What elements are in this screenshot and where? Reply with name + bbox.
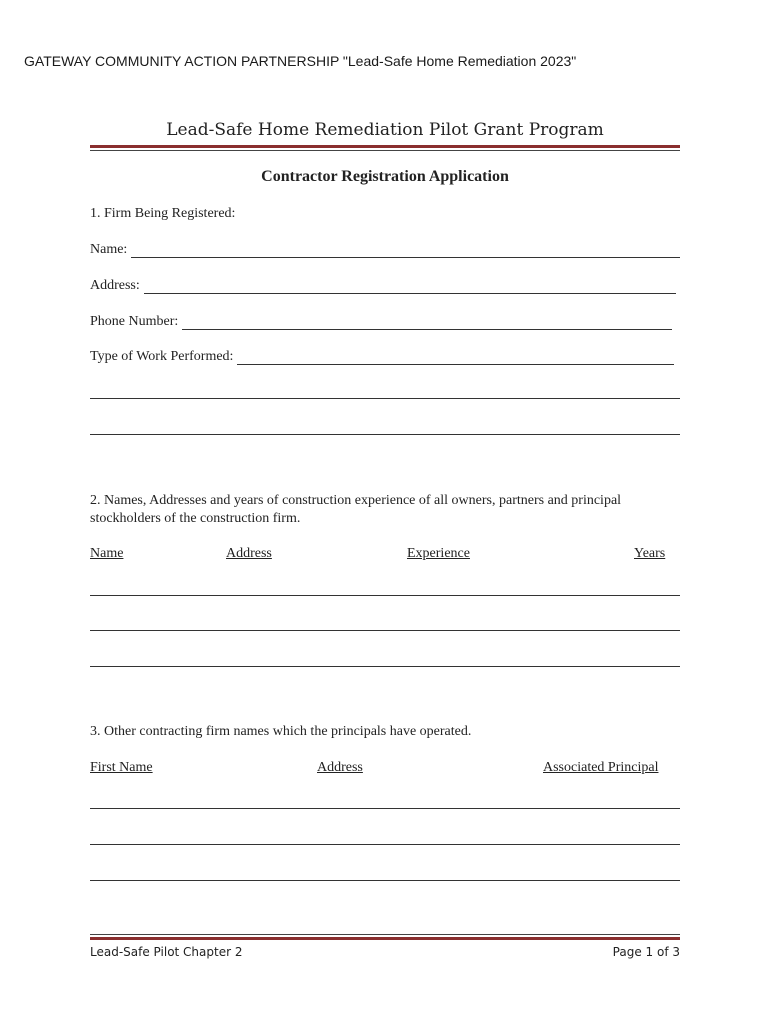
document-subtitle: Contractor Registration Application — [261, 168, 509, 185]
col-first-name: First Name — [90, 760, 153, 775]
address-label: Address: — [90, 278, 140, 293]
work-type-field[interactable] — [90, 349, 674, 365]
phone-label: Phone Number: — [90, 314, 179, 329]
footer-chapter: Lead-Safe Pilot Chapter 2 — [90, 945, 243, 959]
address-field[interactable] — [90, 278, 676, 294]
firm-row-line[interactable] — [90, 880, 680, 881]
title-rule — [90, 145, 680, 148]
col-address: Address — [226, 546, 272, 561]
col-associated-principal: Associated Principal — [543, 760, 659, 775]
firm-row-line[interactable] — [90, 808, 680, 809]
col-years: Years — [634, 546, 666, 561]
footer-page-number: Page 1 of 3 — [612, 945, 680, 959]
owner-row-line[interactable] — [90, 595, 680, 596]
document-title: Lead-Safe Home Remediation Pilot Grant Program — [166, 120, 604, 140]
firm-row-line[interactable] — [90, 844, 680, 845]
section1-heading: 1. Firm Being Registered: — [90, 206, 236, 221]
work-type-label: Type of Work Performed: — [90, 349, 234, 364]
page-header: GATEWAY COMMUNITY ACTION PARTNERSHIP "Lead-Safe Home Remediation 2023" — [24, 53, 577, 69]
col-address: Address — [317, 760, 363, 775]
owner-row-line[interactable] — [90, 630, 680, 631]
phone-input-line[interactable] — [182, 317, 672, 330]
footer-rule-thin — [90, 934, 680, 935]
section3-heading: 3. Other contracting firm names which the principals have operated. — [90, 724, 472, 739]
owner-row-line[interactable] — [90, 666, 680, 667]
name-label: Name: — [90, 242, 128, 257]
col-name: Name — [90, 546, 124, 561]
name-input-line[interactable] — [131, 245, 680, 258]
work-type-input-line[interactable] — [237, 352, 674, 365]
phone-field[interactable] — [90, 314, 672, 330]
name-field[interactable] — [90, 242, 680, 258]
footer-rule — [90, 937, 680, 940]
work-type-line-2[interactable] — [90, 398, 680, 399]
address-input-line[interactable] — [144, 281, 676, 294]
work-type-line-3[interactable] — [90, 434, 680, 435]
section2-heading: 2. Names, Addresses and years of construction experience of all owners, partners and principal stockholders of the construction firm. — [90, 493, 622, 526]
col-experience: Experience — [407, 546, 470, 561]
title-rule-thin — [90, 150, 680, 151]
